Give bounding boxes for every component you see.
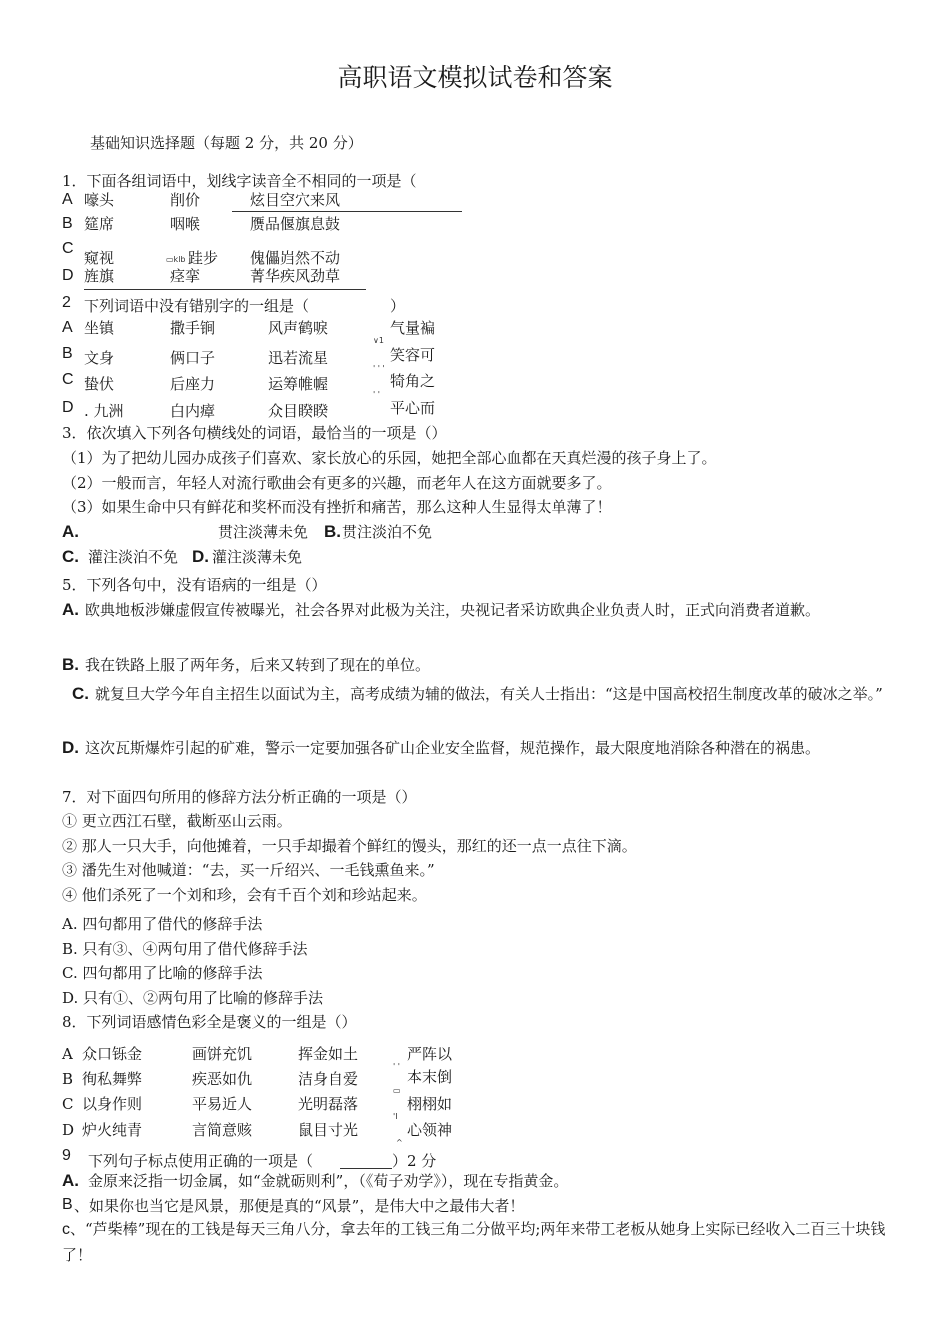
q2-b-word4: 笑容可 <box>390 346 436 364</box>
q3-option-a-label: A. <box>62 522 79 541</box>
q8-d-word2: 言简意赅 <box>192 1121 253 1139</box>
q8-b-mark: ▭ <box>393 1086 401 1095</box>
q8-a-word1: 众口铄金 <box>82 1045 143 1063</box>
q2-label-b: B <box>62 345 73 362</box>
q2-b-mark: ' ' ' <box>373 364 385 373</box>
q7-stem: 7．对下面四句所用的修辞方法分析正确的一项是（） <box>62 788 417 806</box>
q2-a-word3: 风声鹤唳 <box>268 319 329 337</box>
q5-option-a <box>62 597 892 623</box>
q5-option-c <box>62 681 892 707</box>
q8-label-a: A <box>62 1045 73 1063</box>
q2-c-word3: 运筹帷幄 <box>268 375 329 393</box>
q1-a-word3: 炫目空穴来风 <box>250 191 341 209</box>
q2-a-mark: ∨1 <box>373 336 384 345</box>
q8-a-mark: ' ' <box>393 1062 400 1071</box>
q8-b-word1: 徇私舞弊 <box>82 1070 143 1088</box>
q3-option-c: 灌注淡泊不免 <box>88 548 179 566</box>
q8-b-word2: 疾恶如仇 <box>192 1070 253 1088</box>
q2-a-word1: 坐镇 <box>84 319 115 337</box>
q3-option-a: 贯注淡薄未免 <box>218 523 309 541</box>
q1-underline-bottom <box>84 289 366 290</box>
q7-option-c: C. 四句都用了比喻的修辞手法 <box>62 964 263 982</box>
q3-sentence-2: （2）一般而言，年轻人对流行歌曲会有更多的兴趣，而老年人在这方面就要多了。 <box>62 474 612 492</box>
q1-c-word2: 跬步 <box>188 249 219 267</box>
q3-option-b: 贯注淡泊不免 <box>342 523 433 541</box>
q1-label-a: A <box>62 191 73 208</box>
q7-sentence-2: ② 那人一只大手，向他摊着，一只手却撮着个鲜红的馒头，那红的还一点一点往下滴。 <box>62 837 637 855</box>
q9-number: 9 <box>62 1147 71 1164</box>
q3-stem: 3．依次填入下列各句横线处的词语，最恰当的一项是（） <box>62 424 447 442</box>
q1-d-word1: 旌旗 <box>84 267 115 285</box>
q5-option-b-label: B. <box>62 655 79 674</box>
q1-label-d: D <box>62 267 74 284</box>
q3-sentence-3: （3）如果生命中只有鲜花和奖杯而没有挫折和痛苦，那么这种人生显得太单薄了！ <box>62 498 612 516</box>
q3-option-d: 灌注淡薄未免 <box>212 548 303 566</box>
q2-a-word2: 撒手锏 <box>170 319 216 337</box>
q5-option-c-label: C. <box>72 684 89 703</box>
q9-option-c-text: 、“芦柴棒”现在的工钱是每天三角八分，拿去年的工钱三角二分做平均;两年来带工老板从她身上实际已经收入二百三十块钱了！ <box>62 1220 886 1264</box>
q1-b-word3: 赝品偃旗息鼓 <box>250 215 341 233</box>
q9-stem-close: ）2 分 <box>392 1152 437 1170</box>
q7-option-a: A. 四句都用了借代的修辞手法 <box>62 915 263 933</box>
q5-option-a-label: A. <box>62 600 79 619</box>
q3-option-b-label: B. <box>324 522 341 541</box>
q5-option-a-text: 欧典地板涉嫌虚假宣传被曝光，社会各界对此极为关注，央视记者采访欧典企业负责人时，正式向消费者道歉。 <box>85 601 821 619</box>
q1-d-word2: 痉挛 <box>170 267 201 285</box>
q8-d-word1: 炉火纯青 <box>82 1121 143 1139</box>
q2-label-a: A <box>62 319 73 336</box>
q2-d-word2: 白内瘴 <box>170 402 216 420</box>
q1-underline-top <box>232 211 462 212</box>
q8-b-word4: 本末倒 <box>407 1068 453 1086</box>
q2-c-mark: ' ' <box>373 390 380 399</box>
q1-c-word3: 傀儡岿然不动 <box>250 249 341 267</box>
q1-c-word1: 窥视 <box>84 249 115 267</box>
q8-label-b: B <box>62 1070 74 1088</box>
q5-option-d <box>62 735 892 761</box>
q2-b-word2: 俩口子 <box>170 349 216 367</box>
q7-sentence-1: ① 更立西江石壁，截断巫山云雨。 <box>62 812 292 830</box>
q3-option-c-label: C. <box>62 547 79 566</box>
q3-sentence-1: （1）为了把幼儿园办成孩子们喜欢、家长放心的乐园，她把全部心血都在天真烂漫的孩子身上了。 <box>62 449 717 467</box>
q5-stem: 5．下列各句中，没有语病的一组是（） <box>62 576 327 594</box>
q1-b-word1: 筵席 <box>84 215 115 233</box>
q8-a-word2: 画饼充饥 <box>192 1045 253 1063</box>
q2-label-c: C <box>62 371 74 388</box>
q2-stem-close: ） <box>390 297 406 315</box>
q2-number: 2 <box>62 294 71 311</box>
q5-option-d-label: D. <box>62 738 79 757</box>
q8-c-word2: 平易近人 <box>192 1095 253 1113</box>
q7-option-d: D. 只有①、②两句用了比喻的修辞手法 <box>62 989 324 1007</box>
q1-stem: 1．下面各组词语中，划线字读音全不相同的一项是（ <box>62 172 417 190</box>
q1-a-word2: 削价 <box>170 191 201 209</box>
q8-a-word3: 挥金如土 <box>298 1045 359 1063</box>
q8-c-word4: 栩栩如 <box>407 1095 453 1113</box>
q8-d-mark: ^ <box>396 1138 403 1147</box>
q9-blank-underline <box>340 1168 392 1169</box>
q5-option-d-text: 这次瓦斯爆炸引起的矿难，警示一定要加强各矿山企业安全监督，规范操作，最大限度地消除各种潜在的祸患。 <box>85 739 821 757</box>
q2-d-word4: 平心而 <box>390 399 436 417</box>
q7-option-b: B. 只有③、④两句用了借代修辞手法 <box>62 940 308 958</box>
page-title: 高职语文模拟试卷和答案 <box>337 63 613 92</box>
q2-a-word4: 气量褊 <box>390 319 436 337</box>
q8-c-word3: 光明磊落 <box>298 1095 359 1113</box>
q2-b-word1: 文身 <box>84 349 115 367</box>
q8-d-word3: 鼠目寸光 <box>298 1121 359 1139</box>
q3-option-d-label: D. <box>192 547 209 566</box>
q1-label-c: C <box>62 240 74 257</box>
q9-option-c-label: c <box>62 1221 70 1238</box>
q8-a-word4: 严阵以 <box>407 1045 453 1063</box>
q7-sentence-3: ③ 潘先生对他喊道：“去，买一斤绍兴、一毛钱熏鱼来。” <box>62 861 435 879</box>
q9-stem: 下列句子标点使用正确的一项是（ <box>88 1152 314 1170</box>
q8-stem: 8．下列词语感情色彩全是褒义的一组是（） <box>62 1013 357 1031</box>
q2-c-word4: 犄角之 <box>390 372 436 390</box>
q1-b-word2: 咽喉 <box>170 215 201 233</box>
q8-label-c: C <box>62 1095 74 1113</box>
section-heading: 基础知识选择题（每题 2 分，共 20 分） <box>90 134 363 152</box>
q2-label-d: D <box>62 399 74 416</box>
q9-option-c <box>62 1216 892 1268</box>
q2-d-word1: . 九洲 <box>84 402 124 420</box>
q8-b-word3: 洁身自爱 <box>298 1070 359 1088</box>
q8-label-d: D <box>62 1121 75 1139</box>
q2-c-word2: 后座力 <box>170 375 216 393</box>
q1-label-b: B <box>62 215 73 232</box>
q8-c-mark: 'I <box>393 1112 398 1121</box>
q5-option-b-text: 我在铁路上服了两年务，后来又转到了现在的单位。 <box>85 656 431 674</box>
q9-option-b: 、如果你也当它是风景，那便是真的“风景”，是伟大中之最伟大者！ <box>74 1197 525 1215</box>
q5-option-c-text: 就复旦大学今年自主招生以面试为主，高考成绩为辅的做法，有关人士指出：“这是中国高校招生制度改革的破冰之举。” <box>95 685 883 703</box>
q9-option-b-label: B <box>62 1196 73 1213</box>
q2-stem: 下列词语中没有错别字的一组是（ <box>84 297 310 315</box>
q8-d-word4: 心领神 <box>407 1121 453 1139</box>
q1-a-word1: 嚎头 <box>84 191 115 209</box>
q2-d-word3: 众目睽睽 <box>268 402 329 420</box>
q8-c-word1: 以身作则 <box>82 1095 143 1113</box>
q1-d-word3: 菁华疾风劲草 <box>250 267 341 285</box>
q9-option-a-label: A. <box>62 1171 79 1190</box>
q1-c-mark: ▭klb <box>166 255 186 264</box>
q2-c-word1: 蛰伏 <box>84 375 115 393</box>
q5-option-b <box>62 652 892 678</box>
q9-option-a: 金原来泛指一切金属，如“金就砺则利”，（《荀子劝学》），现在专指黄金。 <box>88 1172 569 1190</box>
q2-b-word3: 迅若流星 <box>268 349 329 367</box>
q7-sentence-4: ④ 他们杀死了一个刘和珍，会有千百个刘和珍站起来。 <box>62 886 427 904</box>
